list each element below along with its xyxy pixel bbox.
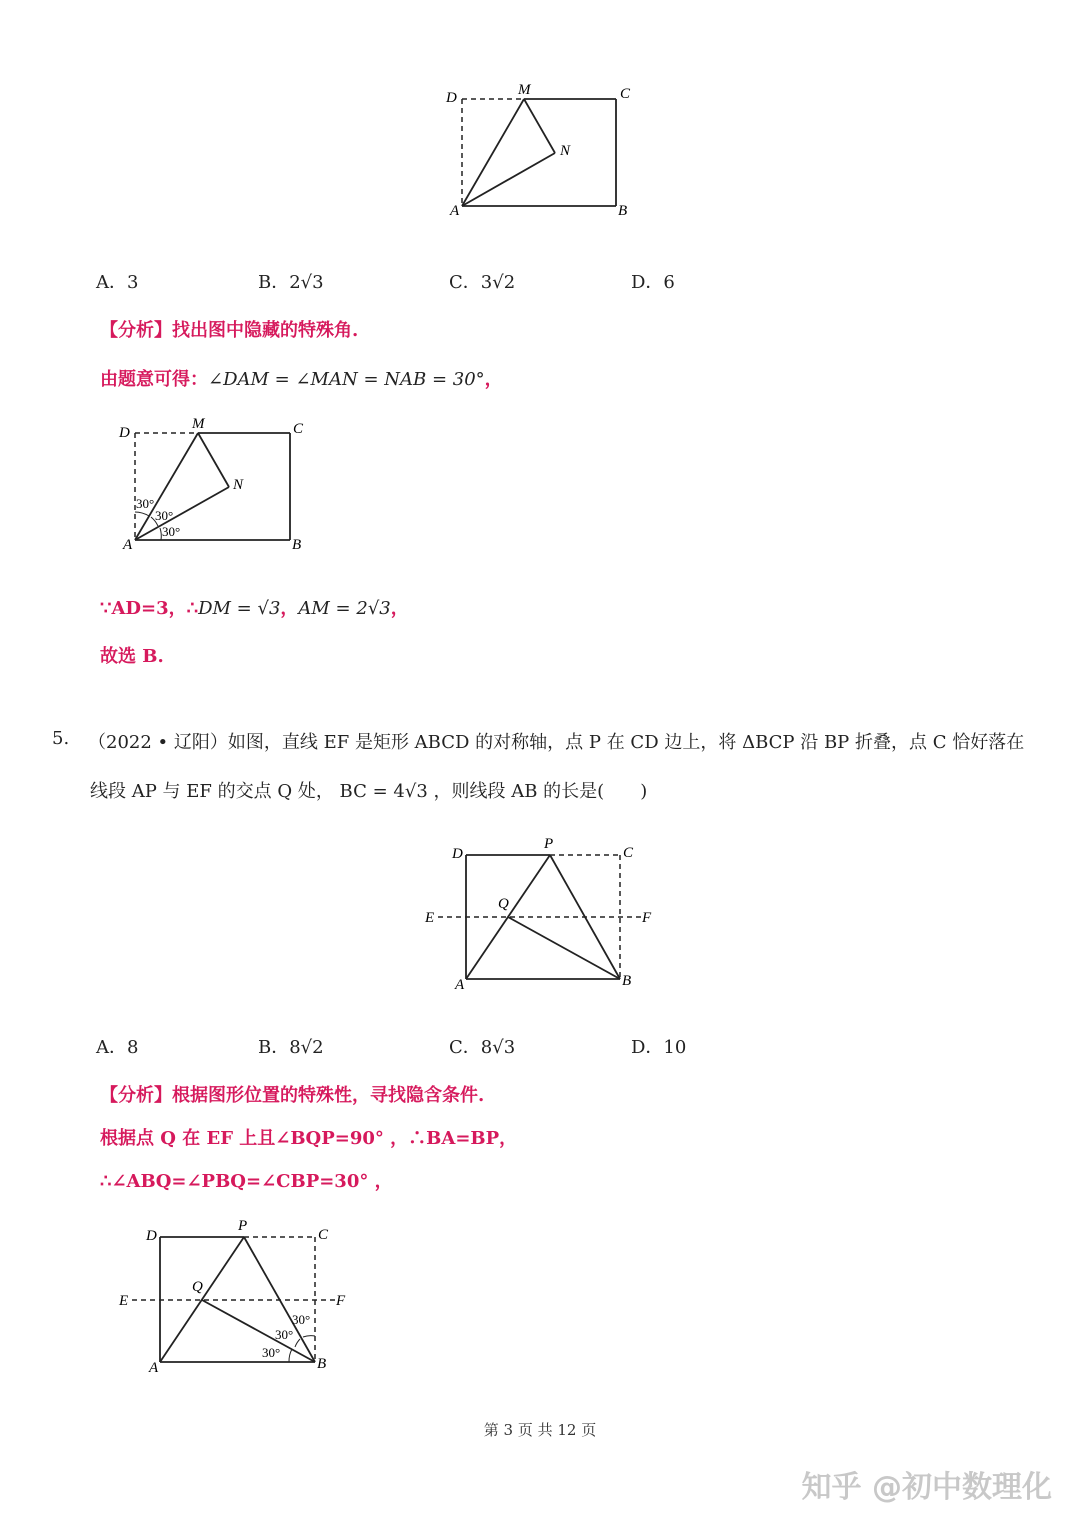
angle-label-3: 30° [162, 524, 181, 539]
angle-label-2: 30° [275, 1327, 294, 1342]
option-c: C．3√2 [449, 272, 516, 293]
label-P: P [238, 1218, 248, 1234]
label-F: F [336, 1293, 346, 1309]
option-d: D．6 [631, 272, 675, 293]
option-b: B．2√3 [258, 272, 324, 293]
option-d: D．10 [631, 1037, 687, 1058]
label-B: B [317, 1356, 327, 1372]
angle-label-1: 30° [136, 496, 155, 511]
label-B: B [292, 537, 302, 553]
label-A: A [450, 203, 460, 219]
analysis-line-1: 根据点 Q 在 EF 上且∠BQP=90° ，∴BA=BP， [100, 1128, 518, 1149]
label-C: C [318, 1227, 329, 1243]
analysis-line-3: 故选 B. [100, 646, 164, 667]
label-D: D [452, 846, 463, 862]
angle-label-3: 30° [262, 1345, 281, 1360]
label-E: E [119, 1293, 129, 1309]
page-number: 第 3 页 共 12 页 [483, 1421, 597, 1439]
option-b: B．8√2 [258, 1037, 324, 1058]
analysis-tag: 【分析】根据图形位置的特殊性，寻找隐含条件. [100, 1085, 485, 1106]
label-A: A [149, 1360, 159, 1375]
label-D: D [119, 425, 130, 441]
question-5-line-2: 线段 AP 与 EF 的交点 Q 处， BC = 4√3 ，则线段 AB 的长是( ) [90, 781, 648, 802]
option-a: A．8 [96, 1037, 139, 1058]
label-Q: Q [192, 1279, 203, 1295]
label-D: D [446, 90, 457, 106]
figure-rectangle-fold-4 [112, 1215, 352, 1375]
label-E: E [425, 910, 435, 926]
question-5-line-1: （2022 • 辽阳）如图，直线 EF 是矩形 ABCD 的对称轴，点 P 在 CD 边上，将 ΔBCP 沿 BP 折叠，点 C 恰好落在 [88, 732, 1025, 753]
label-C: C [623, 845, 634, 861]
figure-rectangle-fold-2 [110, 412, 310, 557]
analysis-tag: 【分析】找出图中隐藏的特殊角. [100, 320, 359, 341]
label-P: P [544, 836, 554, 852]
label-N: N [560, 143, 571, 159]
label-N: N [233, 477, 244, 493]
analysis-line-1: 由题意可得：∠DAM = ∠MAN = NAB = 30°， [100, 369, 503, 390]
figure-rectangle-fold-1 [440, 78, 640, 223]
label-D: D [146, 1228, 157, 1244]
angle-label-1: 30° [292, 1312, 311, 1327]
analysis-line-2: ∴∠ABQ=∠PBQ=∠CBP=30° ， [100, 1171, 393, 1192]
label-B: B [622, 973, 632, 989]
question-5-number: 5. [52, 728, 70, 749]
label-Q: Q [498, 896, 509, 912]
option-a: A．3 [96, 272, 139, 293]
label-A: A [455, 977, 465, 993]
label-F: F [642, 910, 652, 926]
analysis-line-2: ∵AD=3，∴DM = √3，AM = 2√3， [100, 598, 409, 619]
watermark: 知乎 @初中数理化 [801, 1470, 1052, 1505]
figure-rectangle-fold-3 [420, 833, 660, 993]
label-C: C [293, 421, 304, 437]
label-M: M [518, 82, 531, 98]
label-M: M [192, 416, 205, 432]
label-C: C [620, 86, 631, 102]
option-c: C．8√3 [449, 1037, 516, 1058]
label-A: A [123, 537, 133, 553]
angle-label-2: 30° [155, 508, 174, 523]
label-B: B [618, 203, 628, 219]
